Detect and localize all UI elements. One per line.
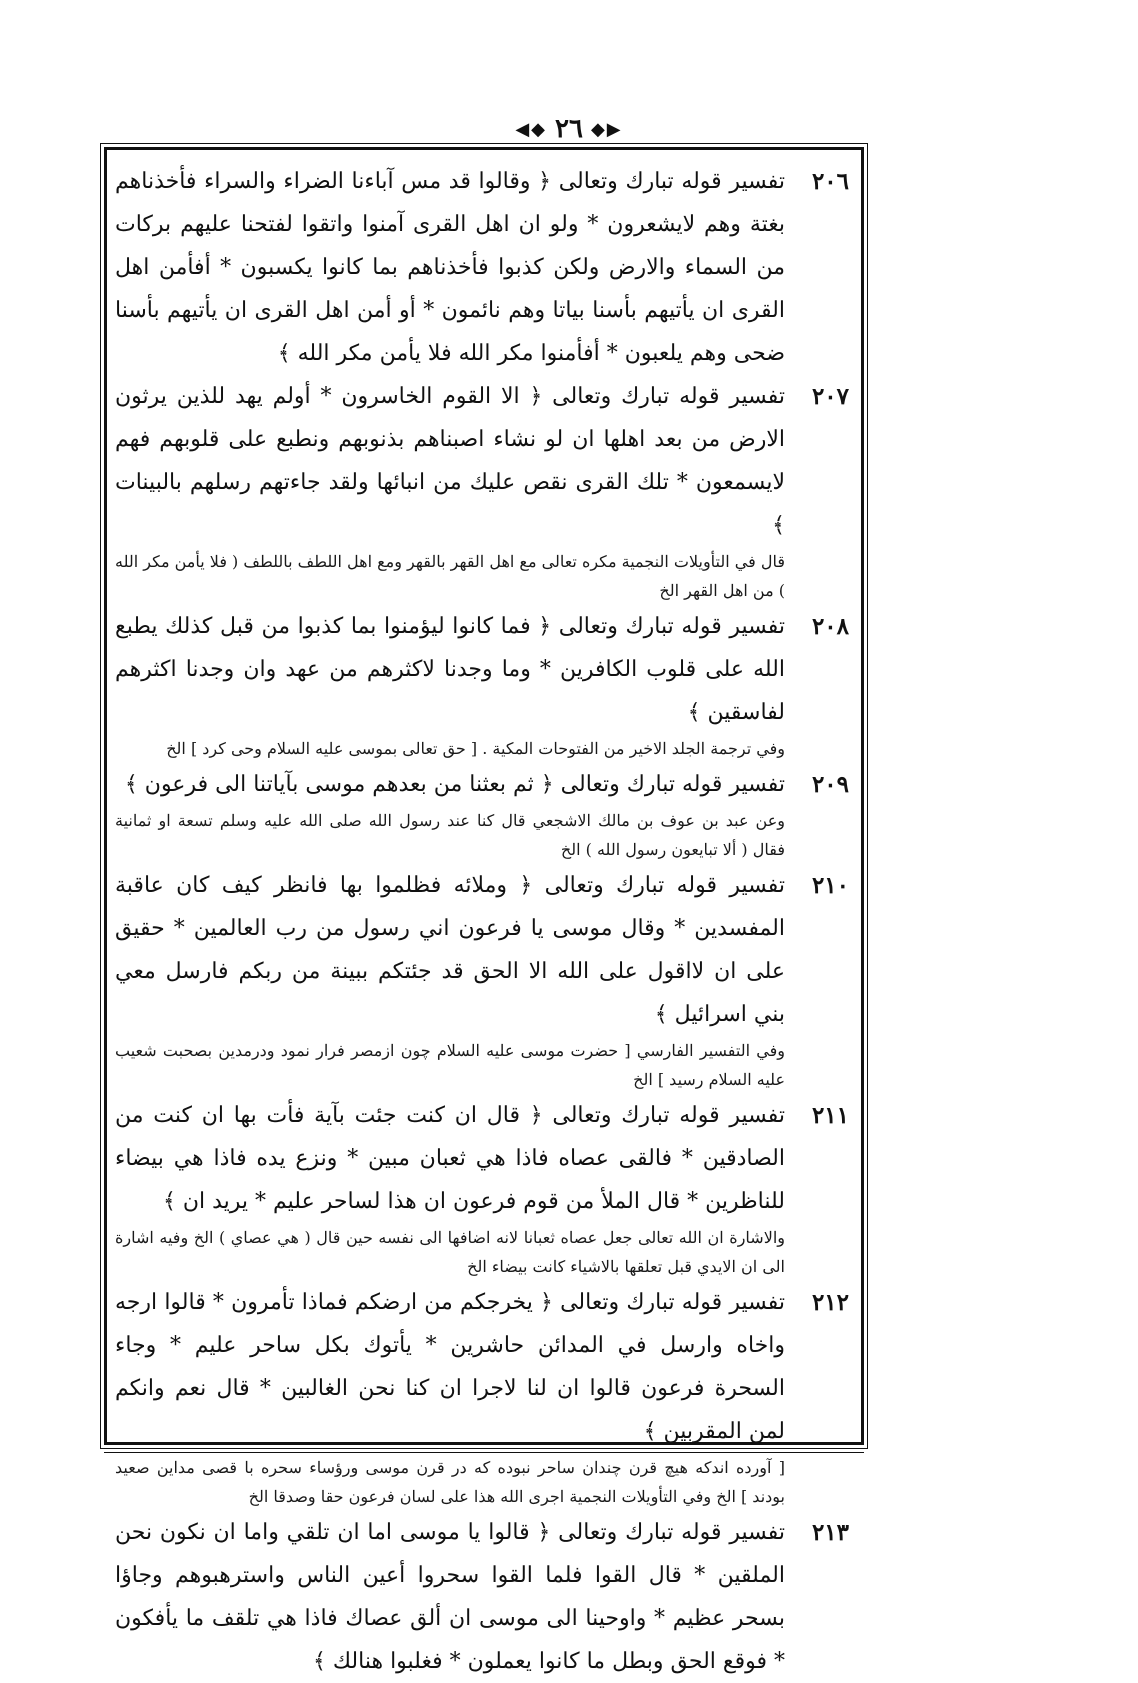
entry-number: ٢١٠ [811, 872, 849, 899]
entry-206 [115, 160, 849, 375]
page-header [0, 112, 1138, 147]
commentary-text: [ آورده اندكه هيچ قرن چندان ساحر نبوده كه در قرن موسى ورؤساء سحره با قصى مداين صعيد بودند ] الخ وفي التأويلات النجمية اجرى الله هذا على لسان فرعون حقا وصدقا الخ [115, 1458, 785, 1506]
entry-number: ٢١٣ [811, 1519, 849, 1546]
entry-213 [115, 1511, 849, 1683]
commentary-text: قال في التأويلات النجمية مكره تعالى مع اهل القهر بالقهر ومع اهل اللطف باللطف ( فلا يأمن مكر الله ) من اهل القهر الخ [115, 552, 785, 600]
footer-rule [104, 1452, 864, 1453]
verse-text: تفسير قوله تبارك وتعالى ﴿ ثم بعثنا من بعدهم موسى بآياتنا الى فرعون ﴾ [124, 772, 785, 797]
verse-text: تفسير قوله تبارك وتعالى ﴿ قالوا يا موسى اما ان تلقي واما ان نكون نحن الملقين * قال القوا فلما القوا سحروا أعين الناس واسترهبوهم وجاؤا بسحر عظيم * واوحينا الى موسى ان ألق عصاك فاذا هي تلقف ما يأفكون * فوقع الحق وبطل ما كانوا يعملون * فغلبوا هنالك ﴾ [115, 1520, 785, 1674]
entry-212 [115, 1281, 849, 1511]
entry-207 [115, 375, 849, 605]
commentary-text: والاشارة ان الله تعالى جعل عصاه ثعبانا لانه اضافها الى نفسه حين قال ( هي عصاي ) الخ وفيه اشارة الى ان الايدي قبل تعلقها بالاشياء كانت بيضاء الخ [115, 1228, 785, 1276]
verse-text: تفسير قوله تبارك وتعالى ﴿ فما كانوا ليؤمنوا بما كذبوا من قبل كذلك يطبع الله على قلوب الكافرين * وما وجدنا لاكثرهم من عهد وان وجدنا اكثرهم لفاسقين ﴾ [115, 614, 785, 725]
entry-number: ٢٠٩ [811, 771, 849, 798]
text-frame [104, 147, 864, 1674]
left-ornament-icon: ◀◆ [515, 119, 548, 140]
entry-number: ٢١١ [811, 1102, 849, 1129]
commentary-text: وفي ترجمة الجلد الاخير من الفتوحات المكية . [ حق تعالى بموسى عليه السلام وحى كرد ] الخ [166, 739, 785, 758]
entry-208 [115, 605, 849, 763]
verse-text: تفسير قوله تبارك وتعالى ﴿ يخرجكم من ارضكم فماذا تأمرون * قالوا ارجه واخاه وارسل في المدائن حاشرين * يأتوك بكل ساحر عليم * وجاء السحرة فرعون قالوا ان لنا لاجرا ان كنا نحن الغالبين * قال نعم وانكم لمن المقربين ﴾ [115, 1290, 785, 1444]
entry-210 [115, 864, 849, 1094]
verse-text: تفسير قوله تبارك وتعالى ﴿ قال ان كنت جئت بآية فأت بها ان كنت من الصادقين * فالقى عصاه فاذا هي ثعبان مبين * ونزع يده فاذا هي بيضاء للناظرين * قال الملأ من قوم فرعون ان هذا لساحر عليم * يريد ان ﴾ [115, 1103, 785, 1214]
page-number: ٢٦ [555, 114, 583, 144]
commentary-text: وفي التفسير الفارسي [ حضرت موسى عليه السلام چون ازمصر فرار نمود ودرمدين بصحبت شعيب عليه السلام رسيد ] الخ [115, 1041, 785, 1089]
verse-text: تفسير قوله تبارك وتعالى ﴿ وملائه فظلموا بها فانظر كيف كان عاقبة المفسدين * وقال موسى يا فرعون اني رسول من رب العالمين * حقيق على ان لااقول على الله الا الحق قد جئتكم ببينة من ربكم فارسل معي بني اسرائيل ﴾ [115, 873, 785, 1027]
verse-text: تفسير قوله تبارك وتعالى ﴿ وقالوا قد مس آباءنا الضراء والسراء فأخذناهم بغتة وهم لايشعرون * ولو ان اهل القرى آمنوا واتقوا لفتحنا عليهم بركات من السماء والارض ولكن كذبوا فأخذناهم بما كانوا يكسبون * أفأمن اهل القرى ان يأتيهم بأسنا بياتا وهم نائمون * أو أمن اهل القرى ان يأتيهم بأسنا ضحى وهم يلعبون * أفأمنوا مكر الله فلا يأمن مكر الله ﴾ [115, 169, 785, 366]
entry-number: ٢١٢ [811, 1289, 849, 1316]
entry-211 [115, 1094, 849, 1281]
entry-number: ٢٠٧ [811, 383, 849, 410]
entry-number: ٢٠٦ [811, 168, 849, 195]
right-ornament-icon: ◆▶ [590, 119, 623, 140]
verse-text: تفسير قوله تبارك وتعالى ﴿ الا القوم الخاسرون * أولم يهد للذين يرثون الارض من بعد اهلها ان لو نشاء اصبناهم بذنوبهم ونطبع على قلوبهم فهم لايسمعون * تلك القرى نقص عليك من انبائها ولقد جاءتهم رسلهم بالبينات ﴾ [115, 384, 785, 538]
commentary-text: وعن عبد بن عوف بن مالك الاشجعي قال كنا عند رسول الله صلى الله عليه وسلم تسعة او ثمانية فقال ( ألا تبايعون رسول الله ) الخ [115, 811, 786, 859]
entry-209 [115, 763, 849, 864]
entry-number: ٢٠٨ [811, 613, 849, 640]
